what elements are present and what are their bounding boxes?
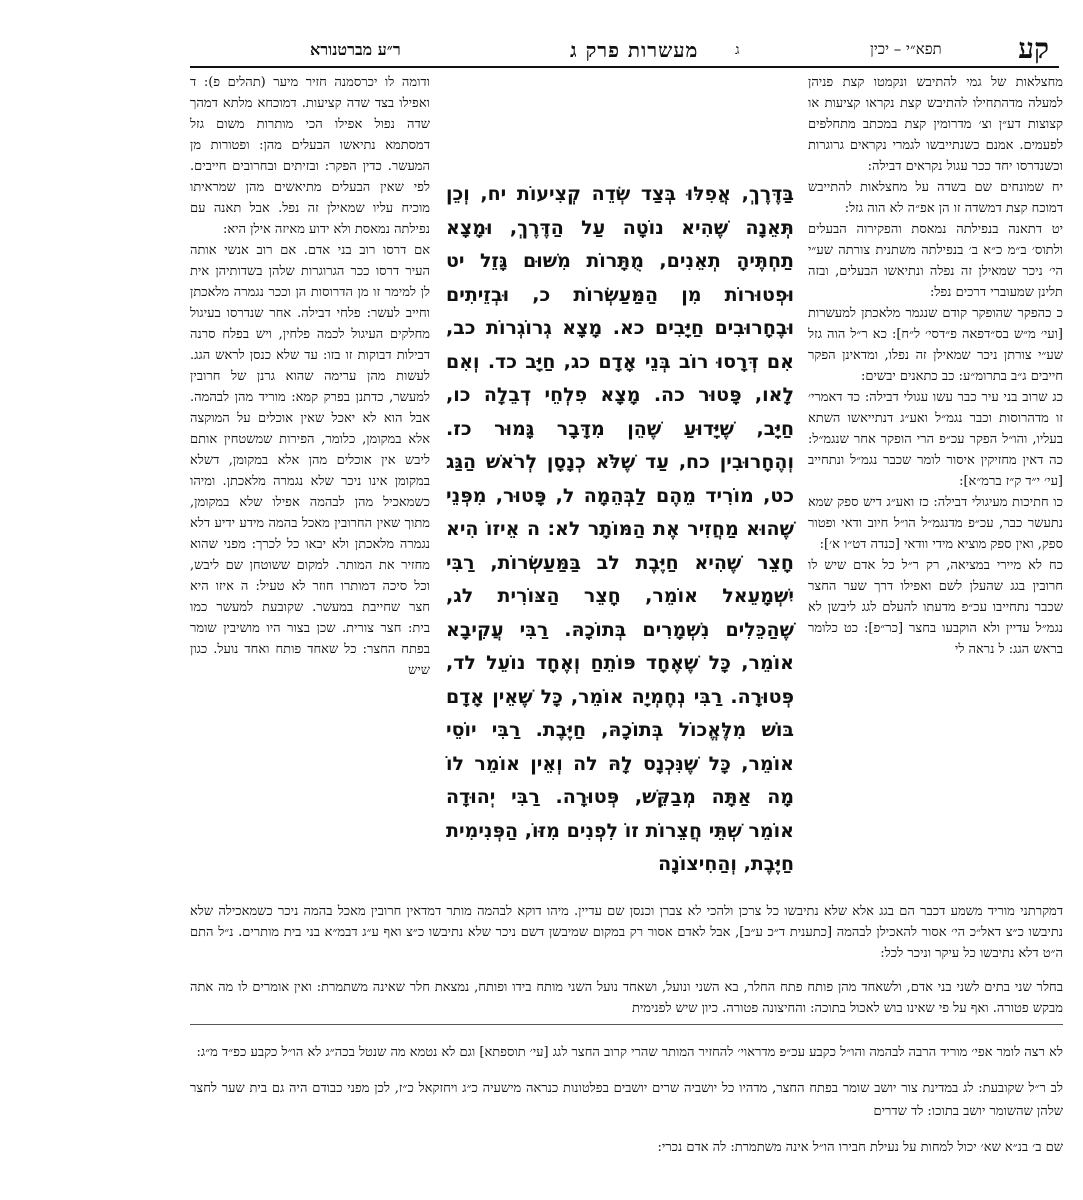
footnote-rule <box>190 1024 1063 1025</box>
commentary-paragraph: כח לא מיירי במציאה, רק ר״ל כל אדם שיש לו חרובין בגג שהעלן לשם ואפילו דרך שער החצר שכבר נתחייבו עכ״פ מדעתו להעלם לגג ליבשן לא נגמ״ל עדיין ולא הוקבעו בחצר [כר״פ]: כט כלומר בראש הגג: ל נראה לי <box>808 558 1063 657</box>
bartenura-paragraph: אם דרסו רוב בני אדם. אם רוב אנשי אותה העיר דרסו ככר הגרוגרות שלהן בשדותיהן אית לן למימר זו מן הדרוסות הן וככר נגמרה מלאכתן וחייב לעשר: פלחי דבילה. אחר שנדרסו בעיגול מחלקים העיגול לכמה פלחין, ויש בפלח סרנה דבילות דבוקות זו בזו: עד שלא כנסן לראש הגג. לעשות מהן ערימה שהוא גרנן של חרובין למעשר, כדתנן בפרק קמא: מוריד מהן לבהמה. אבל הוא לא יאכל שאין אוכלים על המוקצה אלא במקומן, כלומר, הפירות שמשטחין אותם ליבש אין אוכלים מהן אלא במקומן, דשלא במקומן אינו ניכר שלא נגמרה מלאכתן. ומיהו כשמאכיל מהן לבהמה אפילו שלא במקומן, מתוך שאין החרובין מאכל בהמה מידע ידיע דלא נגמרה מלאכתן ולא יבאו כל לכרך: מפני שהוא מחזיר את המותר. למקום ששוטחן שם ליבש, וכל סיכה דמותרו חוזר לא טעיל: ה איזו היא חצר שחייבת במעשר. שקובעת למעשר כמו בית: חצר צורית. שכן בצור היו מושיבין שומר בפתח החצר: כל שאחד פותח ואחד נועל. כגון שיש <box>190 243 430 678</box>
mishnah-text <box>446 178 794 878</box>
footnote-line: לא רצה לומר אפי׳ מוריד הרבה לבהמה והו״ל כקבע עכ״פ מדראוי׳ להחזיר המותר שהרי קרוב החצר לגג [עי׳ תוספתא] וגם לא נטמא מה שנטל בכה״ג לא הו״ל כקבע כפ״ד מ״ג: <box>196 1045 1063 1060</box>
header-right-title: תפא״י – יכין <box>870 40 942 58</box>
commentary-paragraph: יח שמונחים שם בשדה על מחצלאות להתייבש דמוכח קצת דמשדה זו הן אפ״ה לא הוה גזל: <box>808 180 1063 216</box>
commentary-paragraph: כ כהפקר שהופקר קודם שנגמר מלאכתן למעשרות [ועי׳ מ״ש בס״דפאה פ״דסי׳ ל״ח]: כא ר״ל הוה גזל שע״י צורתן ניכר שמאילן זה נפלו, ומדאינן הפקר חייבים ג״ב בתרומ״ע: כב כתאנים יבשים: <box>808 306 1063 384</box>
bartenura-commentary <box>190 72 430 892</box>
bartenura-paragraph: ודומה לו יכרסמנה חזיר מיער (תהלים פ): ד ואפילו בצד שדה קציעות. דמוכחא מלתא דמהך שדה נפול אפילו הכי מותרות משום גזל דמסתמא נתיאשו הבעלים מהן: ופטורות מן המעשר. כדין הפקר: ובזיתים ובחרובים חייבים. לפי שאין הבעלים מתיאשים מהן שמראיתו מוכיח עליו שמאילן זה נפל. אבל תאנה עם נפילתה נמאסת ולא ידוע מאיזה אילן היא: <box>190 75 430 237</box>
footnotes-block <box>190 1028 1063 1155</box>
header-left-title: ר״ע מברטנורא <box>310 40 401 59</box>
running-header <box>190 18 1059 74</box>
header-center-title: מעשרות פרק ג <box>570 38 699 62</box>
folio-number: קע <box>1018 32 1049 65</box>
commentary-paragraph: מחצלאות של גמי להתיבש ונקמטו קצת פניהן למעלה מדהתחילו להתיבש קצת נקראו קציעות או קצוצות דע״ן וצ׳ מדרומין קצת במכתב מתחלפים לפעמים. אמנם כשנתייבשו לגמרי נקראים גרוגרות וכשנדרסו יחד ככר עגול נקראים דבילה: <box>808 75 1063 174</box>
commentary-paragraph: כו חתיכות מעיגולי דבילה: כז ואע״ג דיש ספק שמא נתעשר כבר, עכ״פ מדנגמ״ל הו״ל חיוב ודאי ופטור ספק, ואין ספק מוציא מידי וודאי [כנדה דט״ו א׳]: <box>808 495 1063 552</box>
header-rule <box>190 66 1059 68</box>
footnote-line: לב ר״ל שקובעת: לג במדינת צור יושב שומר בפתח החצר, מדהיו כל יושביה שרים יושבים בפלטונות כנראה מישעיה כ״ג ויחזקאל כ״ז, לכן מפני כבודם היה גם בית שער לחצר שלהן שהשומר יושב בתוכו: לד שדרים <box>190 1081 1063 1119</box>
lower-left-commentary: בחלר שני בתים לשני בני אדם, ולשאחד מהן פותח פתח החלר, בא השני ונועל, ושאחד נועל השני מותח בידו ופותח, נמצאת חלר שאינה משתמרת: ואין אומרים לו מה אתה מבקש פטורה. ואף על פי שאינו בוש לאכול בתוכה: והחיצונה פטורה. כיון שיש לפנימית <box>190 980 1063 1016</box>
tiferet-yisrael-commentary <box>808 72 1063 892</box>
mishnah-paragraph: בַּדֶּרֶךְ, אֲפִלּוּ בְּצַד שְׂדֵה קְצִיעוֹת יח, וְכֵן תְּאֵנָה שֶׁהִיא נוֹטָה עַל הַדֶּרֶךְ, וּמָצָא תַחְתֶּיהָ תְאֵנִים, מֻתָּרוֹת מִשּׁוּם גָּזֵל יט וּפְטוּרוֹת מִן הַמַּעַשְׂרוֹת כ, וּבְזֵיתִים וּבֶחָרוּבִים חַיָּבִים כא. מָצָא גְרוֹגְרוֹת כב, אִם דְּרָסוּ רוֹב בְּנֵי אָדָם כג, חַיָּב כד. וְאִם לָאו, פָּטוּר כה. מָצָא פִלְחֵי דְבֵלָה כו, חַיָּב, שֶׁיָּדוּעַ שֶׁהֵן מִדָּבָר גָּמוּר כז. וְהֶחָרוּבִין כח, עַד שֶׁלֹּא כְנָסָן לְרֹאשׁ הַגַּג כט, מוֹרִיד מֵהֶם לַבְּהֵמָה ל, פָּטוּר, מִפְּנֵי שֶׁהוּא מַחֲזִיר אֶת הַמּוֹתָר לא: ה אֵיזוֹ הִיא חָצֵר שֶׁהִיא חַיֶּבֶת לב בַּמַּעַשְׂרוֹת, רַבִּי יִשְׁמָעֵאל אוֹמֵר, חָצֵר הַצּוֹרִית לג, שֶׁהַכֵּלִים נִשְׁמָרִים בְּתוֹכָהּ. רַבִּי עֲקִיבָא אוֹמֵר, כָּל שֶׁאֶחָד פּוֹתֵחַ וְאֶחָד נוֹעֵל לד, פְּטוּרָה. רַבִּי נְחֶמְיָה אוֹמֵר, כָּל שֶׁאֵין אָדָם בּוֹשׁ מִלֶּאֱכוֹל בְּתוֹכָהּ, חַיֶּבֶת. רַבִּי יוֹסֵי אוֹמֵר, כָּל שֶׁנִּכְנָס לָהּ לה וְאֵין אוֹמֵר לוֹ מָה אַתָּה מְבַקֵּשׁ, פְּטוּרָה. רַבִּי יְהוּדָה אוֹמֵר שְׁתֵּי חֲצֵרוֹת זוֹ לִפְנִים מִזּוֹ, הַפְּנִימִית חַיֶּבֶת, וְהַחִיצוֹנָה <box>446 183 794 875</box>
lower-continuation <box>190 888 1063 1018</box>
header-mark: ג <box>735 42 740 58</box>
commentary-paragraph: כג שרוב בני עיר כבר עשו עגולי דבילה: כד דאמרי׳ זו מדהרוסות וכבר נגמ״ל ואע״ג דנתייאשו השתא בעליו, והו״ל הפקר עכ״פ הרי הופקר אחר שנגמ״ל: כה דאין מחזיקין איסור לומר שכבר נגמ״ל ונתחייב [עי׳ י״ד ק״ז ברמ״א]: <box>808 390 1063 489</box>
footnote-line: שם ב׳ בנ״א שא׳ יכול למחות על נעילת חבירו הו״ל אינה משתמרת: לה אדם נכרי: <box>657 1140 1063 1155</box>
lower-right-commentary: דמקרתני מוריד משמע דכבר הם בגג אלא שלא נתיבשו כל צרכן ולהכי לא צברן וכנסן שם עדיין. מיהו דוקא לבהמה מותר דמדאין חרובין מאכל בהמה ניכר כשמאכילה שלא נתיבשו כ״צ דאל״כ הי׳ אסור להאכילן לבהמה [כתענית ד״כ ע״ב], אבל לאדם אסור רק במקום שמיבשן דשם ניכר שלא נתיבשו כ״צ ואף ע״ג דבמ״א בני בית מותרים. נ״ל התם ה״ט דלא נתיבשו כל עיקר וניכר לכל: <box>190 904 1063 961</box>
commentary-paragraph: יט דתאנה בנפילתה נמאסת והפקירוה הבעלים ולתוס׳ ב״מ כ״א ב׳ בנפילתה משתנית צורתה שע״י הי׳ ניכר שמאילן זה נפלה ונתיאשו הבעלים, ובזה תלינן שמעוברי דרכים נפל: <box>808 222 1063 300</box>
